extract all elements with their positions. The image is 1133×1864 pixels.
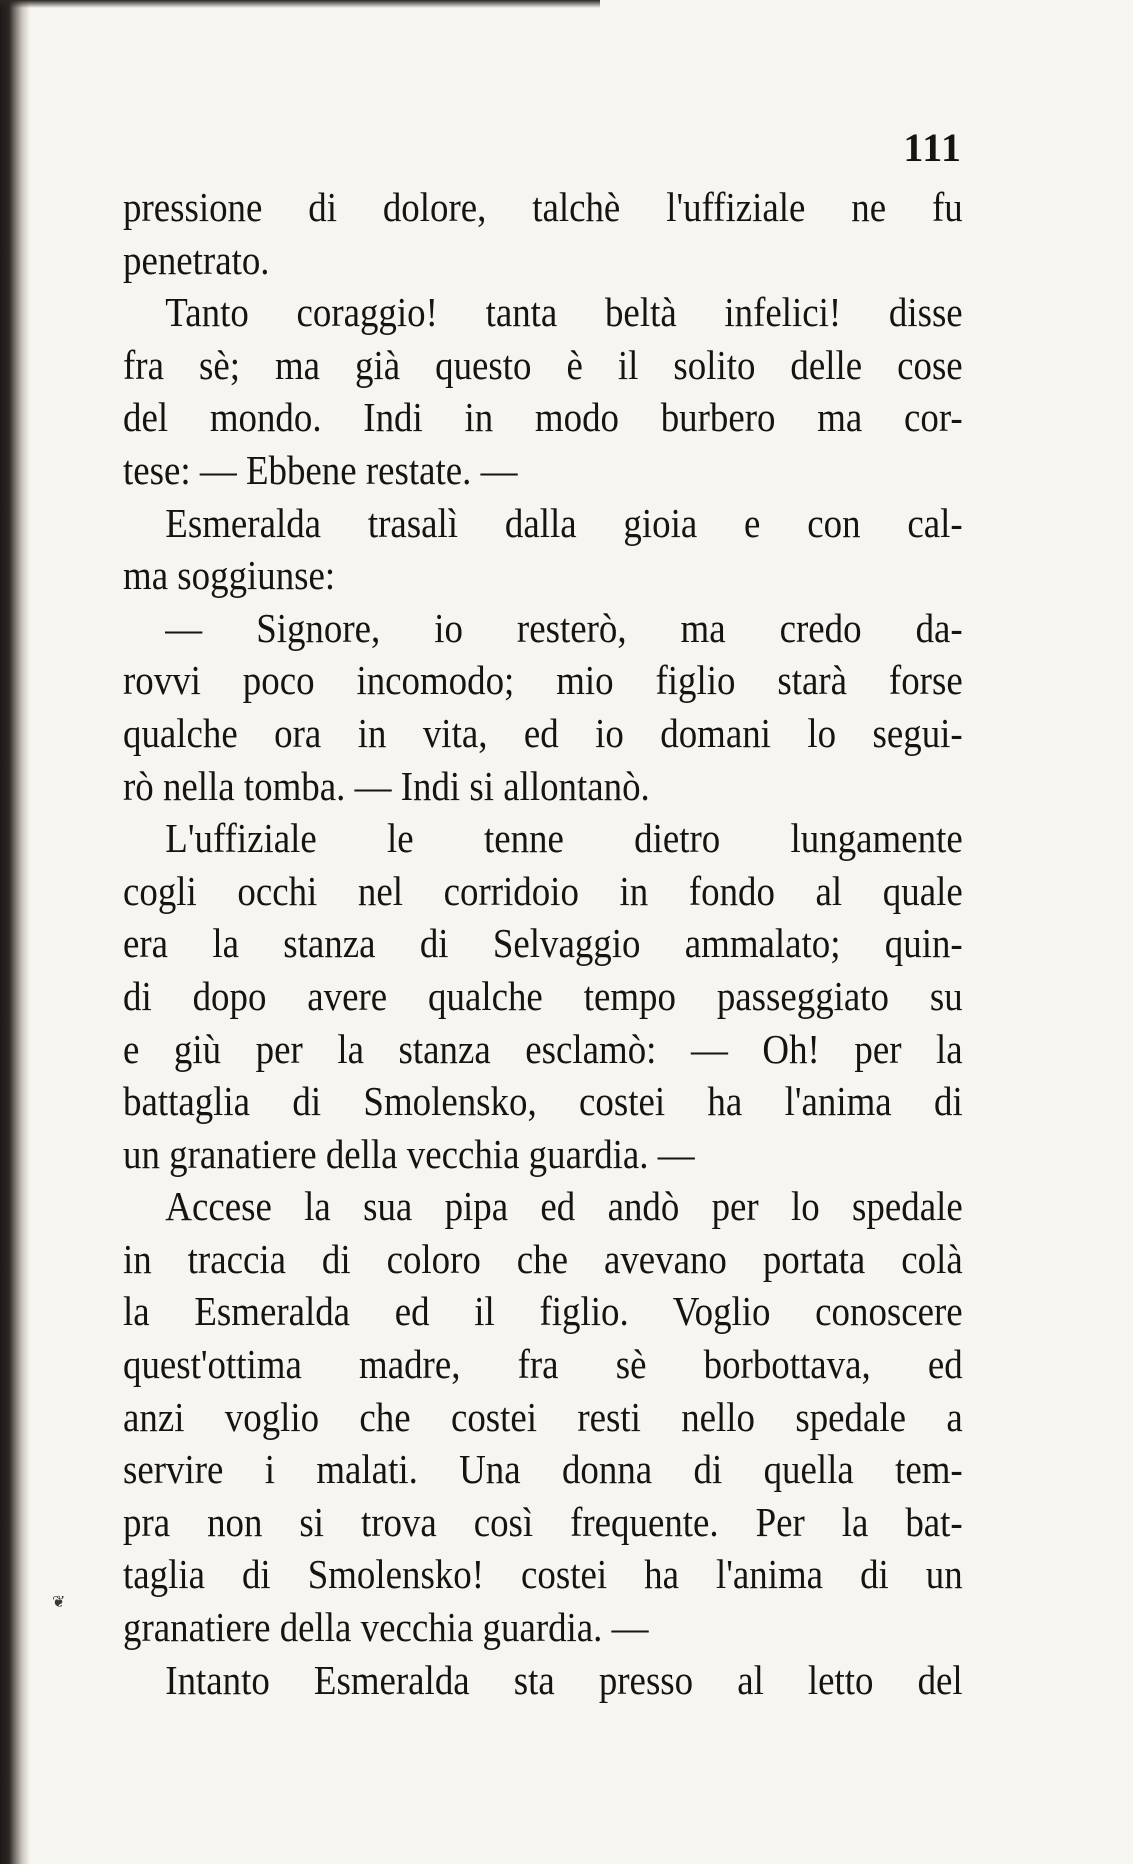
text-line: quest'ottima madre, fra sè borbottava, ed (123, 1341, 963, 1388)
text-line: ma soggiunse: (123, 552, 336, 599)
text-line: anzi voglio che costei resti nello spedale a (123, 1393, 963, 1440)
top-edge-shadow (0, 0, 600, 8)
text-line: di dopo avere qualche tempo passeggiato su (123, 972, 963, 1019)
text-line: servire i malati. Una donna di quella tem- (123, 1446, 963, 1493)
text-line: rovvi poco incomodo; mio figlio starà forse (123, 657, 963, 704)
ink-speck: ❦ (52, 1594, 66, 1611)
text-line: qualche ora in vita, ed io domani lo segui- (123, 709, 963, 756)
text-line: Accese la sua pipa ed andò per lo spedale (165, 1183, 963, 1230)
text-line: L'uffiziale le tenne dietro lungamente (165, 815, 963, 862)
text-line: cogli occhi nel corridoio in fondo al quale (123, 867, 963, 914)
body-text (123, 181, 963, 1706)
text-line: penetrato. (123, 236, 270, 283)
text-line: tese: — Ebbene restate. — (123, 446, 518, 493)
text-line: pra non si trova così frequente. Per la bat- (123, 1498, 963, 1545)
text-line: Tanto coraggio! tanta beltà infelici! disse (165, 289, 963, 336)
text-line: era la stanza di Selvaggio ammalato; quin- (123, 920, 963, 967)
text-line: Esmeralda trasalì dalla gioia e con cal- (165, 499, 963, 546)
text-line: del mondo. Indi in modo burbero ma cor- (123, 394, 963, 441)
text-line: la Esmeralda ed il figlio. Voglio conoscere (123, 1288, 963, 1335)
text-line: battaglia di Smolensko, costei ha l'anima di (123, 1078, 963, 1125)
text-line: — Signore, io resterò, ma credo da- (165, 604, 963, 651)
binding-shadow (0, 0, 30, 1864)
text-line: e giù per la stanza esclamò: — Oh! per la (123, 1025, 963, 1072)
text-line: fra sè; ma già questo è il solito delle cose (123, 341, 963, 388)
text-line: granatiere della vecchia guardia. — (123, 1604, 649, 1651)
text-line: Intanto Esmeralda sta presso al letto del (165, 1656, 963, 1703)
text-line: rò nella tomba. — Indi si allontanò. (123, 762, 650, 809)
page-number: 111 (903, 125, 962, 170)
text-line: taglia di Smolensko! costei ha l'anima di un (123, 1551, 963, 1598)
text-line: un granatiere della vecchia guardia. — (123, 1130, 695, 1177)
text-line: in traccia di coloro che avevano portata colà (123, 1235, 963, 1282)
text-line: pressione di dolore, talchè l'uffiziale ne fu (123, 184, 963, 230)
